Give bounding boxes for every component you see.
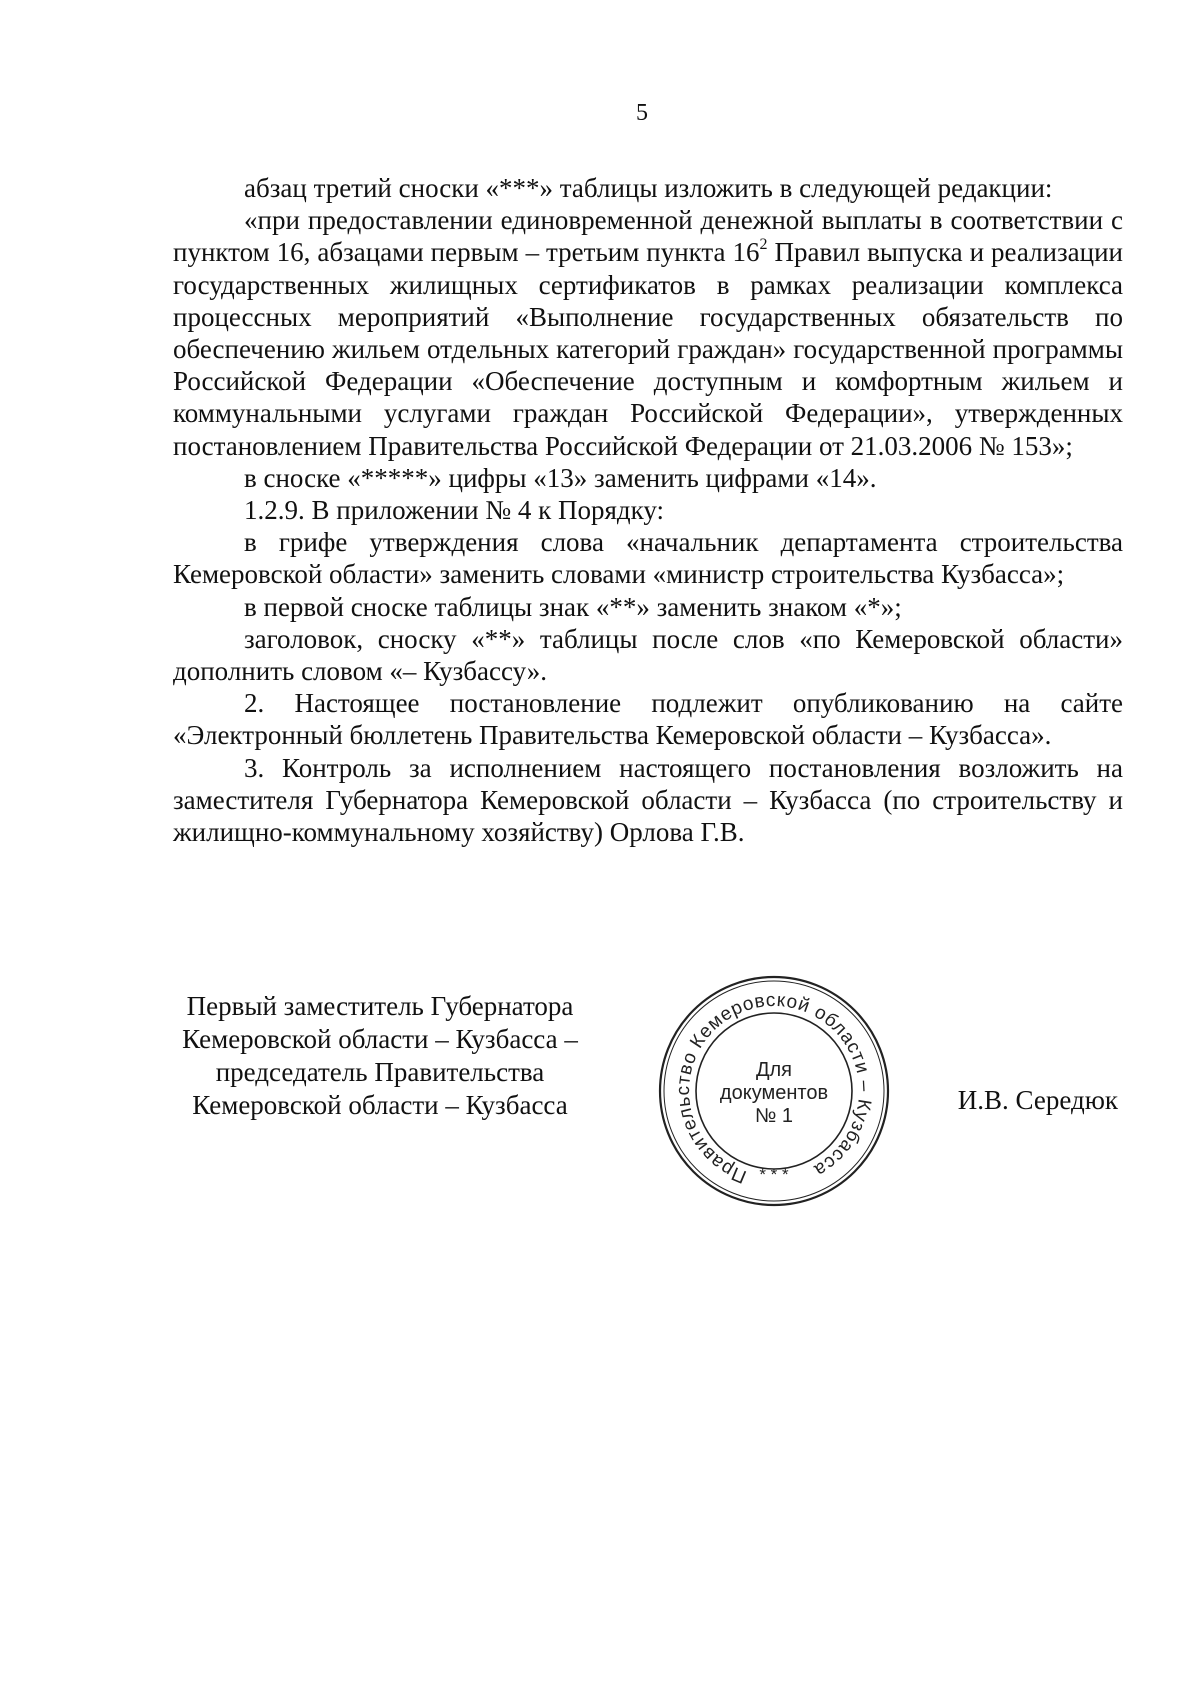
paragraph-7: заголовок, сноску «**» таблицы после слов «по Кемеровской области» дополнить словом «– Кузбассу». (173, 623, 1123, 687)
seal-graphic (655, 972, 893, 1210)
paragraph-4: 1.2.9. В приложении № 4 к Порядку: (244, 495, 665, 526)
seal-ring-textpath: Правительство Кемеровской области – Кузбасса (672, 989, 876, 1187)
paragraph-2-text-a: «при предоставлении единовременной денежной выплаты в соответствии с пунктом 16, абзацами первым – третьим пункта 16 (173, 205, 1123, 268)
seal-center-line-3: № 1 (754, 1105, 794, 1127)
paragraph-2 (173, 204, 1123, 462)
paragraph-8: 2. Настоящее постановление подлежит опубликованию на сайте «Электронный бюллетень Правительства Кемеровской области – Кузбасса». (173, 688, 1123, 751)
seal-center-line-1: Для (755, 1059, 793, 1081)
official-seal-stamp (655, 972, 893, 1210)
signer-name: И.В. Середюк (957, 1085, 1118, 1115)
seal-stars: * * * (759, 1165, 789, 1184)
seal-center-line-2: документов (719, 1082, 829, 1104)
document-body (173, 172, 1123, 848)
signatory-title-line: Первый заместитель Губернатора (186, 991, 574, 1021)
signatory-title-line: председатель Правительства (215, 1057, 545, 1087)
signatory-title-line: Кемеровской области – Кузбасса (192, 1090, 568, 1120)
page-number: 5 (636, 100, 648, 126)
paragraph-9: 3. Контроль за исполнением настоящего постановления возложить на заместителя Губернатора Кемеровской области – Кузбасса (по строительству и жилищно-коммунальному хозяйству) Орлова Г.В. (173, 752, 1123, 848)
paragraph-2-text-b: Правил выпуска и реализации государственных жилищных сертификатов в рамках реализации комплекса процессных мероприятий «Выполнение государственных обязательств по обеспечению жильем отдельных категорий граждан» государственной программы Российской Федерации «Обеспечение доступным и комфортным жильем и коммунальными услугами граждан Российской Федерации», утвержденных постановлением Правительства Российской Федерации от 21.03.2006 № 153»; (173, 237, 1123, 461)
paragraph-5: в грифе утверждения слова «начальник департамента строительства Кемеровской области» заменить словами «министр строительства Кузбасса»; (173, 527, 1123, 590)
paragraph-6: в первой сноске таблицы знак «**» заменить знаком «*»; (244, 591, 902, 622)
paragraph-1: абзац третий сноски «***» таблицы изложить в следующей редакции: (244, 173, 1053, 203)
paragraph-2-superscript: 2 (759, 236, 768, 254)
signatory-title-line: Кемеровской области – Кузбасса – (182, 1024, 578, 1054)
paragraph-3: в сноске «*****» цифры «13» заменить цифрами «14». (244, 462, 877, 493)
signatory-title (160, 990, 600, 1122)
